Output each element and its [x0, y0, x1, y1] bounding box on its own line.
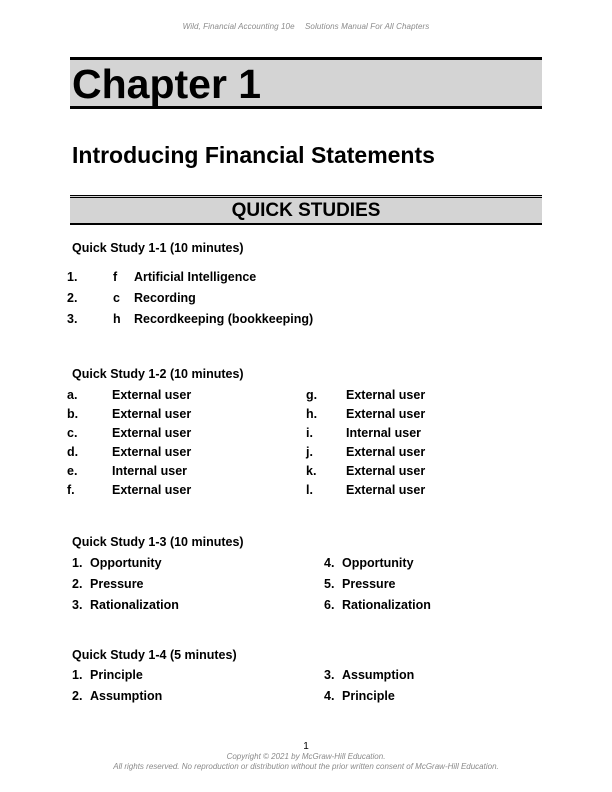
list-item — [0, 462, 612, 481]
list-item — [0, 405, 612, 424]
list-item — [0, 575, 612, 594]
item-number: 2. — [72, 577, 83, 591]
header-manual: Solutions Manual For All Chapters — [304, 22, 430, 31]
qs4-title: Quick Study 1-4 (5 minutes) — [72, 648, 237, 662]
header-book: Wild, Financial Accounting 10e — [182, 22, 295, 31]
list-item — [0, 687, 612, 706]
list-item — [0, 554, 612, 573]
qs2-title: Quick Study 1-2 (10 minutes) — [72, 367, 244, 381]
item-number: 2. — [72, 689, 83, 703]
item-label: d. — [67, 445, 79, 459]
item-label: c. — [67, 426, 78, 440]
item-text: External user — [112, 426, 192, 440]
item-number: 3. — [67, 312, 78, 326]
item-number: 1. — [72, 556, 83, 570]
qs4-list — [0, 666, 612, 706]
item-number: 3. — [72, 598, 83, 612]
chapter-subtitle: Introducing Financial Statements — [72, 142, 435, 168]
item-text: External user — [112, 483, 192, 497]
item-letter: h — [113, 312, 121, 326]
section-title: QUICK STUDIES — [231, 200, 381, 221]
item-number: 5. — [324, 577, 335, 591]
list-item — [0, 596, 612, 615]
item-text: Artificial Intelligence — [134, 270, 257, 284]
item-text: External user — [346, 483, 426, 497]
item-text: External user — [112, 407, 192, 421]
qs3-title: Quick Study 1-3 (10 minutes) — [72, 535, 244, 549]
item-text: External user — [346, 445, 426, 459]
qs1-title: Quick Study 1-1 (10 minutes) — [72, 241, 244, 255]
item-text: Principle — [342, 689, 395, 703]
list-item — [0, 268, 612, 287]
qs3-list — [0, 554, 612, 615]
item-number: 6. — [324, 598, 335, 612]
item-number: 2. — [67, 291, 78, 305]
item-letter: f — [113, 270, 118, 284]
item-text: Internal user — [112, 464, 188, 478]
item-text: Internal user — [346, 426, 422, 440]
item-label: f. — [67, 483, 75, 497]
page-number: 1 — [303, 741, 309, 752]
footer-copyright: Copyright © 2021 by McGraw-Hill Education. — [226, 752, 386, 761]
item-text: Opportunity — [342, 556, 414, 570]
item-number: 4. — [324, 689, 335, 703]
item-label: b. — [67, 407, 79, 421]
item-text: External user — [346, 407, 426, 421]
item-label: l. — [306, 483, 313, 497]
item-text: Recording — [134, 291, 196, 305]
list-item — [0, 310, 612, 329]
item-number: 1. — [72, 668, 83, 682]
item-text: Pressure — [90, 577, 144, 591]
item-text: Principle — [90, 668, 143, 682]
list-item — [0, 289, 612, 308]
item-number: 3. — [324, 668, 335, 682]
item-text: External user — [346, 388, 426, 402]
item-label: h. — [306, 407, 318, 421]
item-label: g. — [306, 388, 318, 402]
item-label: k. — [306, 464, 317, 478]
item-label: j. — [306, 445, 313, 459]
list-item — [0, 386, 612, 405]
item-text: External user — [112, 445, 192, 459]
item-text: Rationalization — [90, 598, 179, 612]
qs1-list — [0, 268, 612, 329]
item-number: 1. — [67, 270, 78, 284]
item-text: External user — [112, 388, 192, 402]
footer-rights: All rights reserved. No reproduction or distribution without the prior written consent of McGraw-Hill Education. — [113, 762, 499, 771]
item-text: Pressure — [342, 577, 396, 591]
list-item — [0, 666, 612, 685]
list-item — [0, 443, 612, 462]
item-text: Opportunity — [90, 556, 162, 570]
item-text: Assumption — [90, 689, 163, 703]
list-item — [0, 424, 612, 443]
item-text: Recordkeeping (bookkeeping) — [134, 312, 314, 326]
list-item — [0, 481, 612, 500]
item-number: 4. — [324, 556, 335, 570]
item-text: Rationalization — [342, 598, 431, 612]
item-letter: c — [113, 291, 120, 305]
item-label: e. — [67, 464, 78, 478]
chapter-title: Chapter 1 — [72, 61, 262, 107]
item-text: Assumption — [342, 668, 415, 682]
item-label: a. — [67, 388, 78, 402]
running-header — [0, 22, 612, 31]
qs2-list — [0, 386, 612, 500]
item-text: External user — [346, 464, 426, 478]
item-label: i. — [306, 426, 313, 440]
